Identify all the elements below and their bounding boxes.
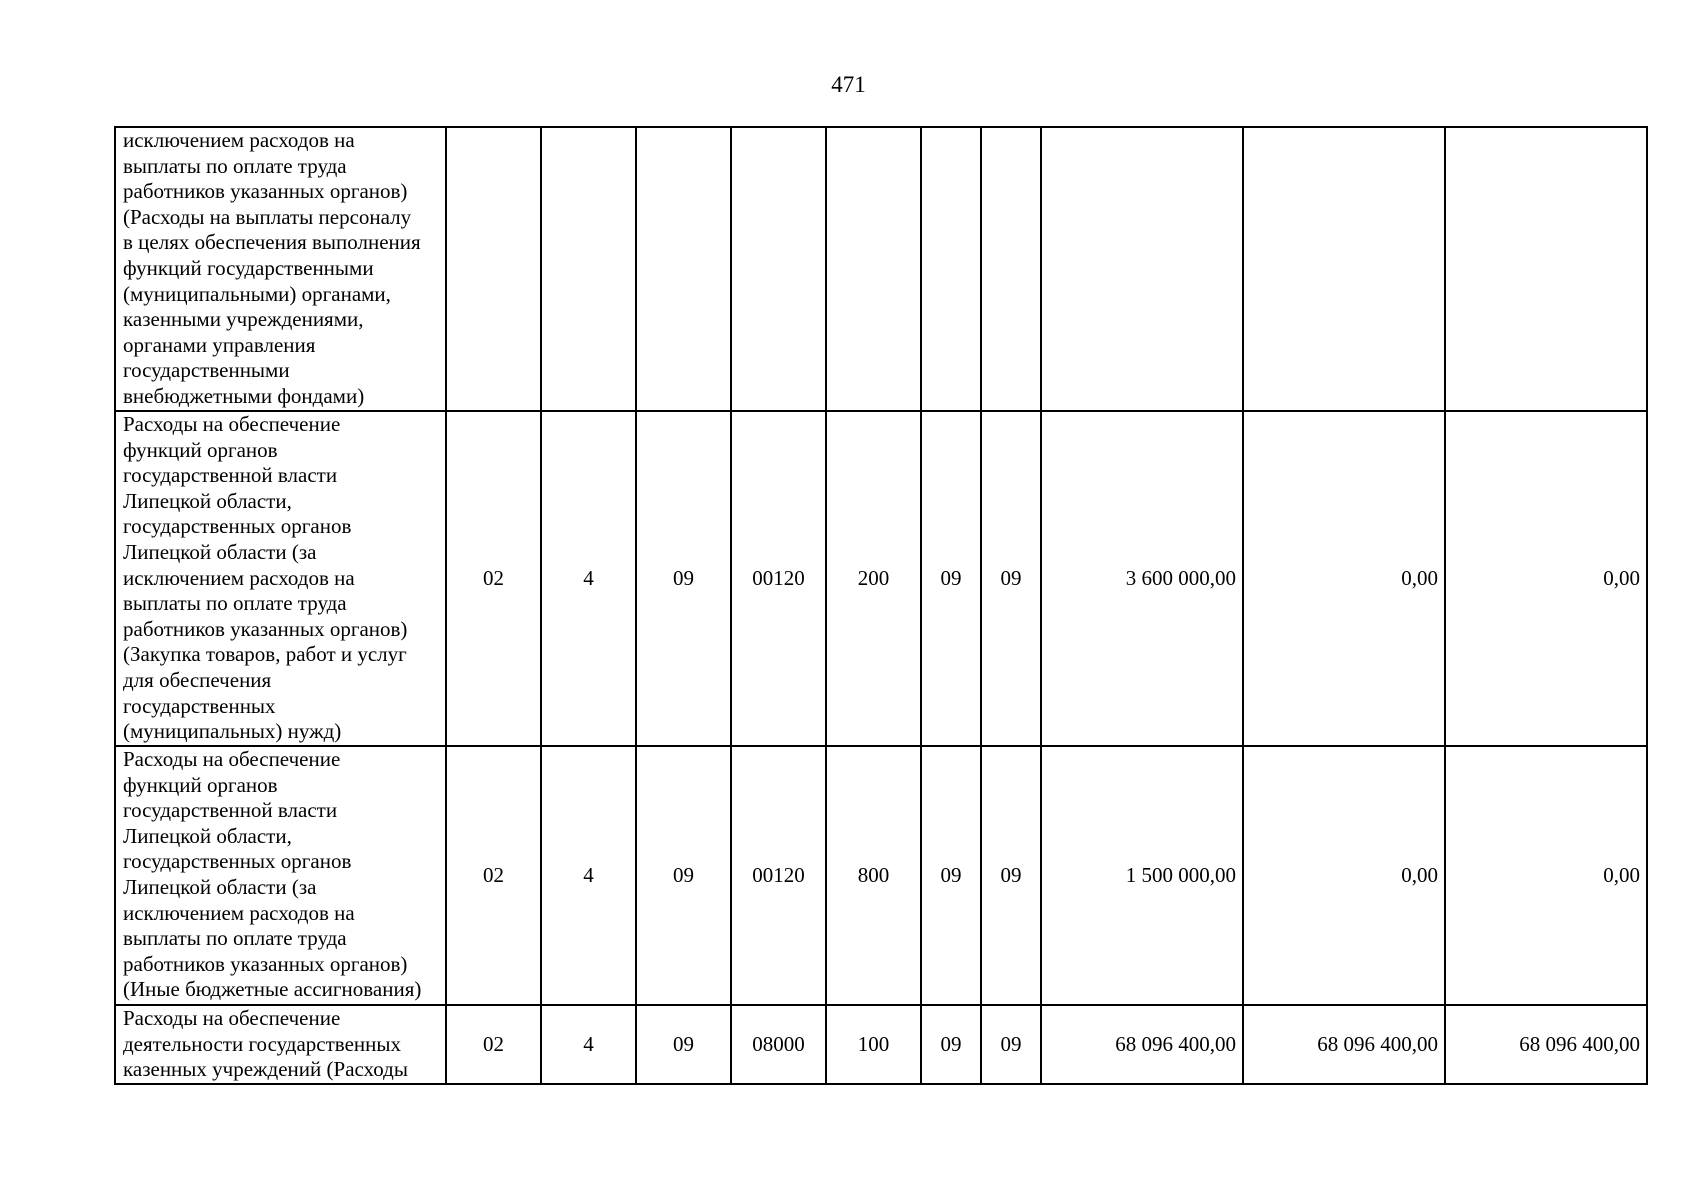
expense-type-code-cell: 800 [826,746,921,1005]
amount-year3-cell: 68 096 400,00 [1445,1005,1647,1084]
amount-year2-cell: 0,00 [1243,411,1445,746]
direction-code-cell [731,127,826,411]
expense-type-code-cell [826,127,921,411]
section-code-cell: 09 [921,411,981,746]
program-code-cell: 02 [446,746,541,1005]
main-activity-code-cell: 09 [636,411,731,746]
subsection-code-cell: 09 [981,411,1041,746]
subprogram-code-cell: 4 [541,411,636,746]
row-description: исключением расходов на выплаты по оплате труда работников указанных органов) (Расходы на выплаты персоналу в целях обеспечения выполнения функций государственными (муниципальными) органами, казенными учреждениями, органами управления государственными внебюджетными фондами) [115,127,446,411]
program-code-cell: 02 [446,411,541,746]
amount-year2-cell [1243,127,1445,411]
program-code-cell [446,127,541,411]
program-code-cell: 02 [446,1005,541,1084]
amount-year1-cell: 68 096 400,00 [1041,1005,1243,1084]
section-code-cell [921,127,981,411]
amount-year2-cell: 0,00 [1243,746,1445,1005]
amount-year2-cell: 68 096 400,00 [1243,1005,1445,1084]
table-row [115,127,1647,411]
expense-type-code-cell: 100 [826,1005,921,1084]
amount-year1-cell [1041,127,1243,411]
subprogram-code-cell: 4 [541,1005,636,1084]
subprogram-code-cell: 4 [541,746,636,1005]
main-activity-code-cell [636,127,731,411]
subsection-code-cell: 09 [981,1005,1041,1084]
main-activity-code-cell: 09 [636,1005,731,1084]
row-description: Расходы на обеспечение функций органов государственной власти Липецкой области, государственных органов Липецкой области (за исключением расходов на выплаты по оплате труда работников указанных органов) (Иные бюджетные ассигнования) [115,746,446,1005]
subsection-code-cell [981,127,1041,411]
expense-type-code-cell: 200 [826,411,921,746]
direction-code-cell: 08000 [731,1005,826,1084]
table-row [115,411,1647,746]
budget-table [114,126,1648,1085]
page-number: 471 [831,72,866,97]
section-code-cell: 09 [921,746,981,1005]
row-description: Расходы на обеспечение деятельности государственных казенных учреждений (Расходы [115,1005,446,1084]
amount-year1-cell: 3 600 000,00 [1041,411,1243,746]
direction-code-cell: 00120 [731,411,826,746]
main-activity-code-cell: 09 [636,746,731,1005]
amount-year3-cell: 0,00 [1445,411,1647,746]
direction-code-cell: 00120 [731,746,826,1005]
table-row [115,1005,1647,1084]
amount-year3-cell: 0,00 [1445,746,1647,1005]
amount-year3-cell [1445,127,1647,411]
amount-year1-cell: 1 500 000,00 [1041,746,1243,1005]
subsection-code-cell: 09 [981,746,1041,1005]
row-description: Расходы на обеспечение функций органов государственной власти Липецкой области, государственных органов Липецкой области (за исключением расходов на выплаты по оплате труда работников указанных органов) (Закупка товаров, работ и услуг для обеспечения государственных (муниципальных) нужд) [115,411,446,746]
section-code-cell: 09 [921,1005,981,1084]
subprogram-code-cell [541,127,636,411]
table-row [115,746,1647,1005]
